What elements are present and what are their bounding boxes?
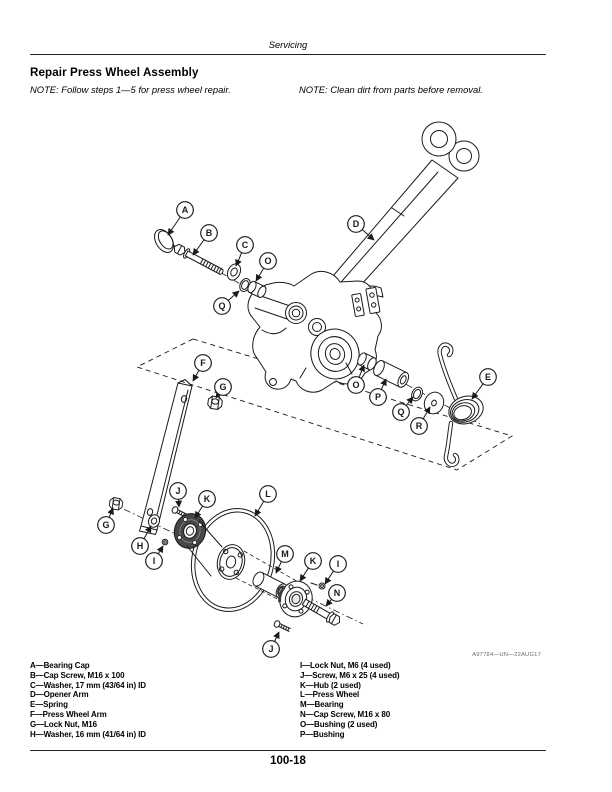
svg-text:G: G — [102, 520, 110, 531]
svg-text:M: M — [281, 549, 289, 560]
legend-item: G—Lock Nut, M16 — [30, 719, 97, 729]
legend-item: F—Press Wheel Arm — [30, 709, 107, 719]
callout-a — [168, 202, 193, 235]
svg-text:P: P — [374, 392, 382, 403]
callout-j1 — [170, 483, 187, 507]
callout-d — [348, 216, 374, 240]
legend-item: C—Washer, 17 mm (43/64 in) ID — [30, 680, 146, 690]
figure-id-caption: A97784—UN—22AUG17 — [472, 652, 541, 658]
legend-right-column — [300, 661, 399, 739]
lock-nut-i-left-drawing — [162, 539, 168, 545]
page-number: 100-18 — [270, 755, 306, 767]
callout-p — [370, 379, 387, 405]
footer-rule — [30, 750, 546, 751]
svg-text:L: L — [265, 489, 271, 500]
bushing-p-drawing — [371, 359, 410, 389]
screw-j-lower-drawing — [273, 620, 291, 633]
svg-text:Q: Q — [218, 301, 226, 312]
note-left: NOTE: Follow steps 1—5 for press wheel repair. — [30, 84, 231, 95]
callout-l — [255, 486, 276, 516]
washer-r-drawing — [421, 389, 446, 416]
legend-item: P—Bushing — [300, 729, 345, 739]
svg-text:K: K — [309, 556, 317, 567]
callout-e — [472, 369, 496, 399]
legend-item: I—Lock Nut, M6 (4 used) — [300, 661, 391, 670]
page-title: Repair Press Wheel Assembly — [30, 66, 199, 79]
svg-text:A: A — [181, 205, 189, 216]
legend-item: D—Opener Arm — [30, 690, 89, 700]
callout-n — [326, 585, 345, 606]
callout-i2 — [325, 556, 346, 584]
callout-k2 — [300, 553, 321, 581]
legend-item: N—Cap Screw, M16 x 80 — [300, 709, 391, 719]
svg-text:E: E — [484, 372, 492, 383]
svg-text:I: I — [152, 556, 156, 567]
washer-c-drawing — [225, 262, 243, 283]
callout-m — [276, 546, 293, 573]
lock-nut-i-right-drawing — [311, 583, 325, 589]
legend-item: E—Spring — [30, 700, 68, 710]
svg-text:H: H — [136, 541, 144, 552]
svg-text:N: N — [333, 588, 341, 599]
washer-q-mid-drawing — [409, 385, 424, 402]
section-header: Servicing — [268, 39, 308, 50]
callout-q1 — [214, 291, 239, 314]
svg-text:O: O — [352, 380, 360, 391]
lock-nut-g-upper-drawing — [207, 396, 223, 410]
legend-item: K—Hub (2 used) — [300, 680, 361, 690]
svg-text:J: J — [268, 644, 274, 655]
press-wheel-arm-drawing — [140, 380, 193, 535]
svg-text:C: C — [241, 240, 249, 251]
callout-c — [236, 237, 253, 266]
svg-text:F: F — [200, 358, 206, 369]
note-right: NOTE: Clean dirt from parts before removal. — [299, 84, 483, 95]
callout-i1 — [146, 546, 163, 569]
legend-item: B—Cap Screw, M16 x 100 — [30, 670, 125, 680]
callout-b — [193, 225, 217, 255]
spring-drawing — [440, 345, 487, 465]
svg-text:O: O — [264, 256, 272, 267]
legend-item: J—Screw, M6 x 25 (4 used) — [300, 670, 400, 680]
svg-text:G: G — [219, 382, 227, 393]
legend-item: O—Bushing (2 used) — [300, 719, 378, 729]
callout-f — [193, 355, 211, 381]
svg-text:R: R — [415, 421, 423, 432]
svg-text:D: D — [352, 219, 360, 230]
legend-item: M—Bearing — [300, 700, 344, 710]
callout-g1 — [215, 379, 232, 398]
legend-left-column — [30, 661, 146, 739]
bearing-cap-drawing — [151, 226, 178, 256]
callout-k1 — [195, 491, 215, 518]
callout-h — [132, 526, 151, 554]
casting-drawing — [248, 271, 381, 392]
svg-text:K: K — [203, 494, 211, 505]
legend-item: H—Washer, 16 mm (41/64 in) ID — [30, 729, 146, 739]
legend-item: L—Press Wheel — [300, 690, 360, 700]
svg-text:Q: Q — [397, 407, 405, 418]
callout-o1 — [256, 253, 276, 281]
svg-text:J: J — [175, 486, 181, 497]
svg-text:I: I — [336, 559, 340, 570]
lock-nut-g-lower-drawing — [109, 497, 123, 510]
callout-r — [411, 407, 430, 434]
callout-g2 — [98, 508, 115, 533]
callout-j2 — [263, 632, 280, 657]
svg-text:B: B — [205, 228, 213, 239]
legend-item: A—Bearing Cap — [30, 661, 90, 670]
